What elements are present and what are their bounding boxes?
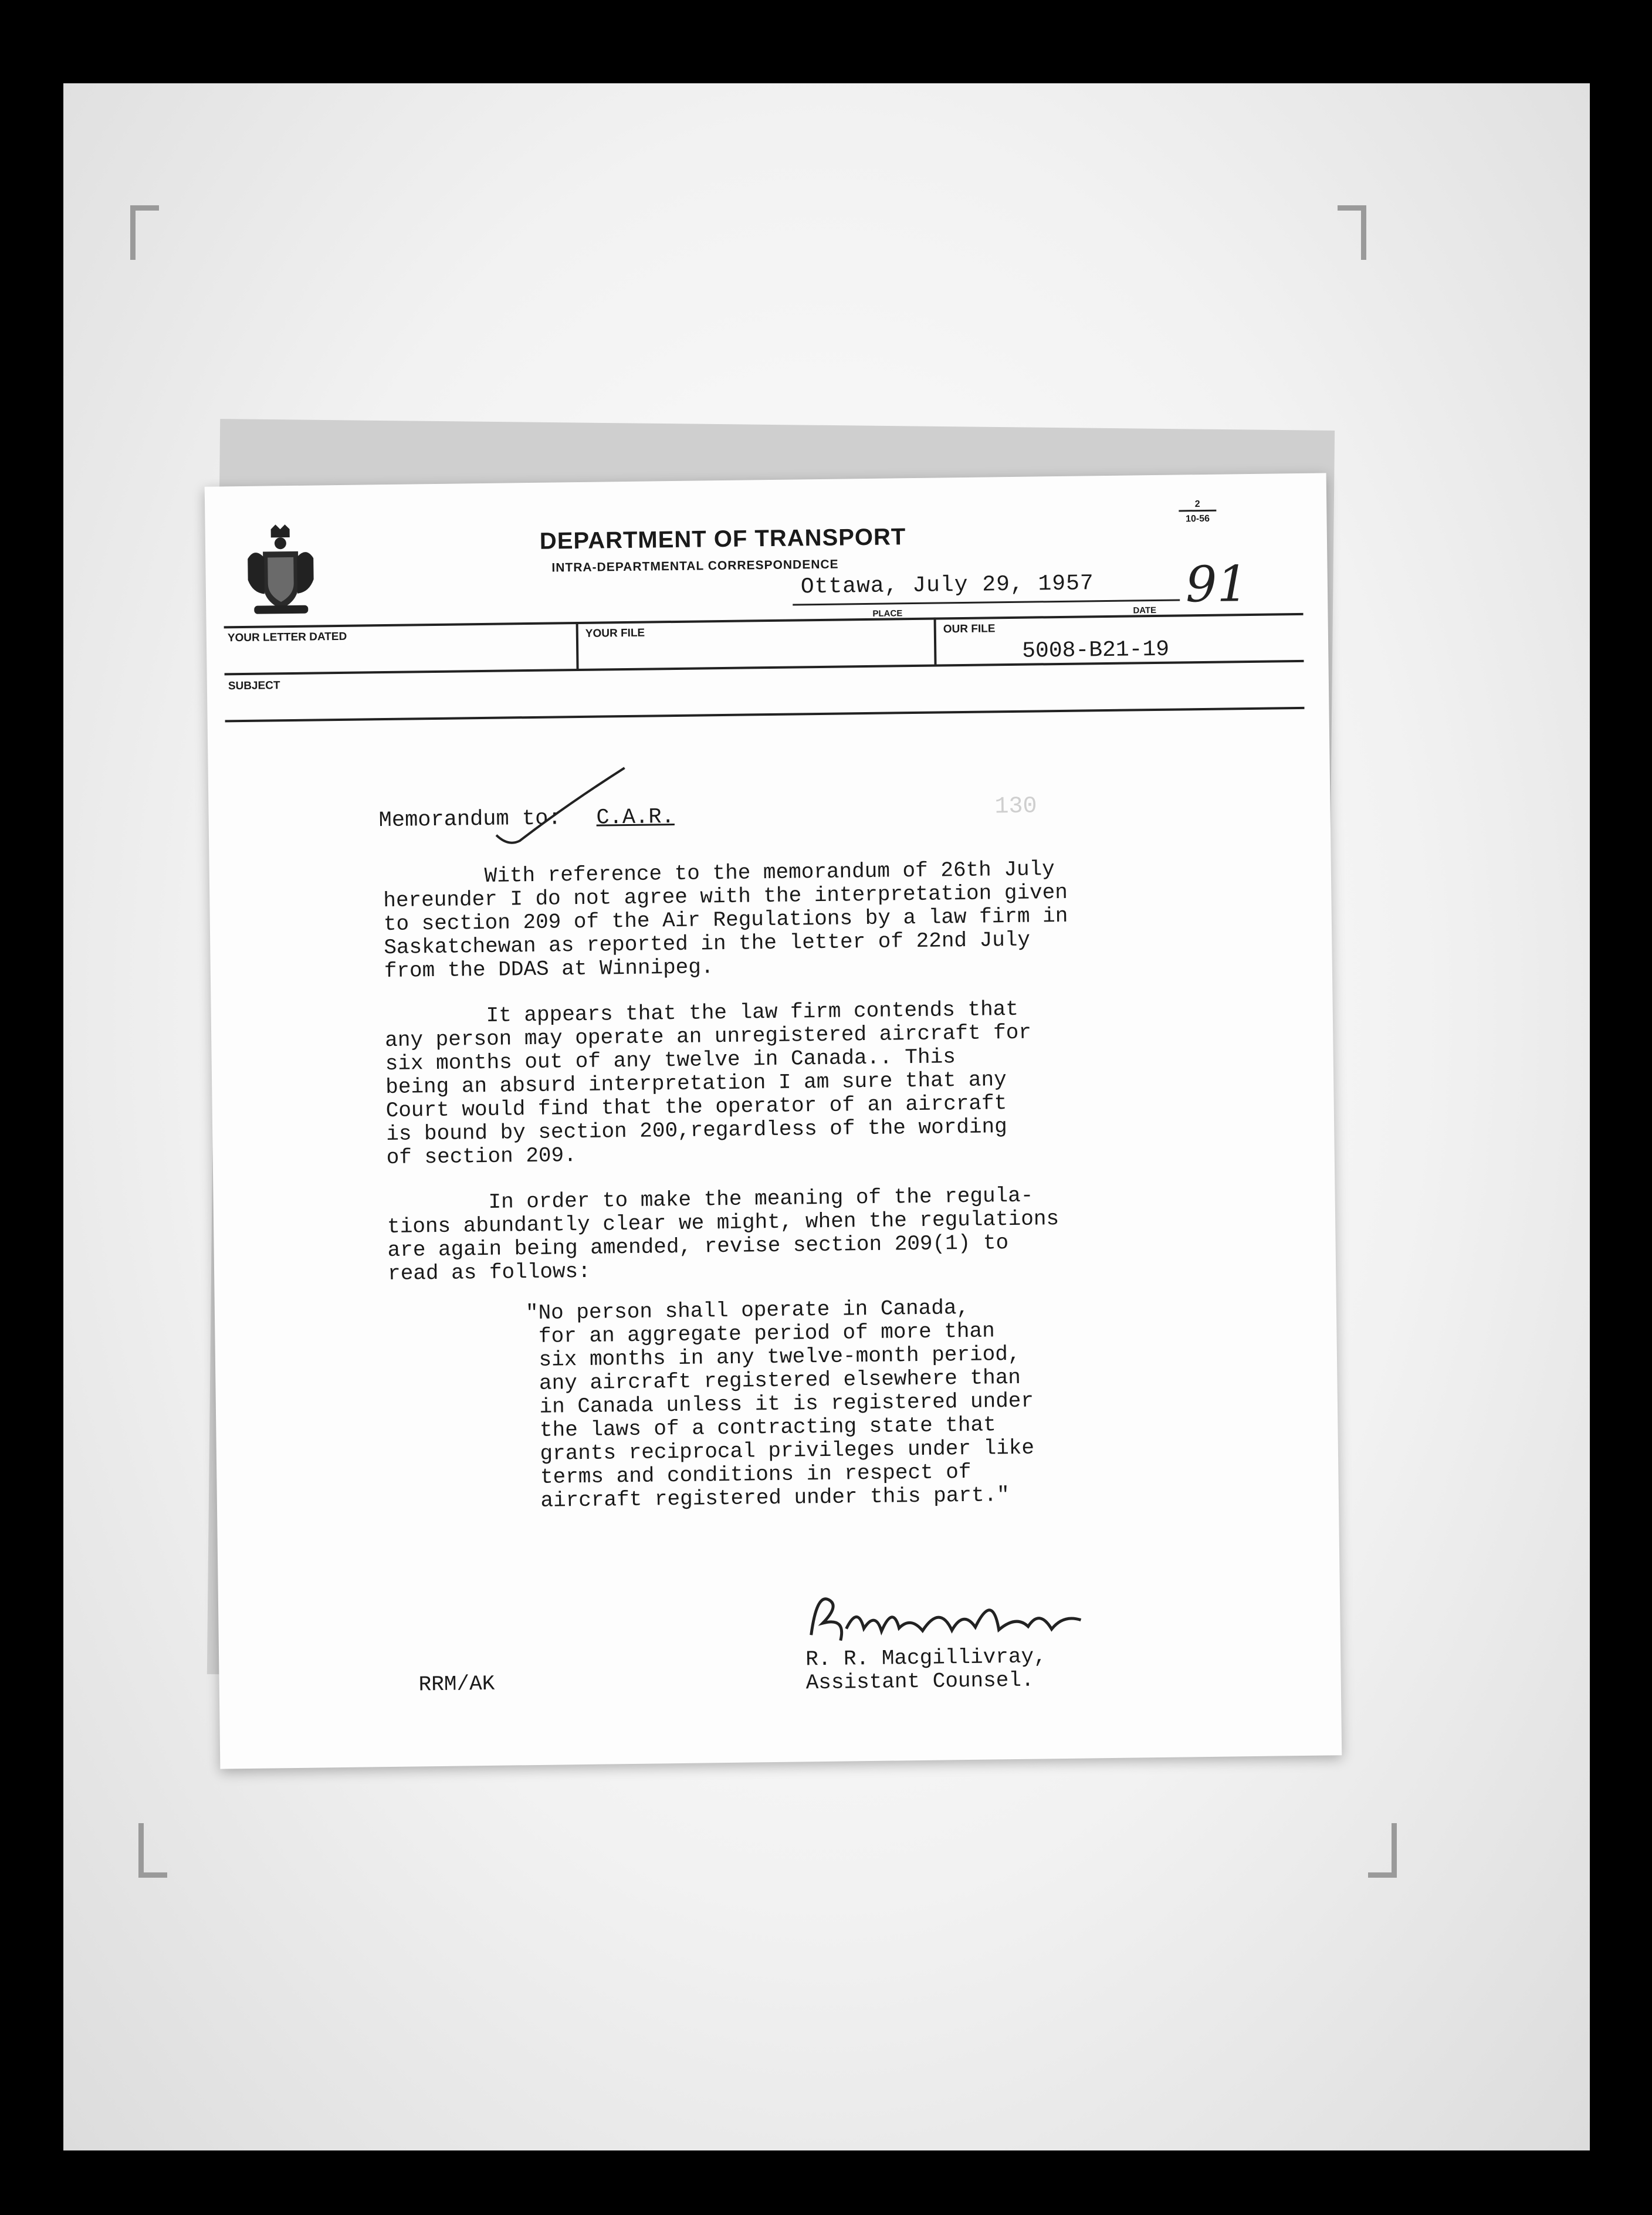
memorandum-to-label: Memorandum to: — [378, 806, 561, 834]
form-number-top: 2 — [1179, 499, 1216, 512]
coat-of-arms-icon — [241, 523, 320, 618]
date-label: DATE — [1133, 605, 1157, 616]
body-paragraph-1: With reference to the memorandum of 26th July hereunder I do not agree with the interpretation given to section 209 of the Air Regulations by a law firm in Saskatchewan as reported in the letter of 22nd July from the DDAS at Winnipeg. — [382, 857, 1068, 984]
our-file-value: 5008-B21-19 — [1021, 636, 1170, 664]
checkmark-icon — [484, 763, 638, 853]
crop-mark-top-right — [1338, 205, 1366, 260]
place-label: PLACE — [872, 608, 903, 619]
signatory-name: R. R. Macgillivray, — [805, 1644, 1047, 1672]
memo-document — [205, 473, 1342, 1769]
faint-stamp: 130 — [994, 793, 1037, 821]
place-date-rule — [793, 599, 1180, 605]
your-file-label: YOUR FILE — [585, 626, 645, 640]
form-divider-1 — [576, 622, 579, 669]
crop-mark-bottom-left — [138, 1823, 167, 1878]
subject-label: SUBJECT — [228, 679, 280, 693]
form-code: 10-56 — [1185, 513, 1210, 524]
body-paragraph-2: It appears that the law firm contends that any person may operate an unregistered aircraft for six months out of any twelve in Canada.. This being an absurd interpretation I am sure that any Court would find that the operator of an aircraft is bound by section 200,regardless of the wording of section 209. — [384, 997, 1032, 1170]
your-letter-dated-label: YOUR LETTER DATED — [227, 630, 347, 645]
form-rule-bottom — [225, 707, 1305, 722]
form-number — [1179, 499, 1217, 525]
crop-mark-bottom-right — [1368, 1823, 1397, 1878]
signatory-title: Assistant Counsel. — [805, 1668, 1034, 1695]
crop-mark-top-left — [130, 205, 159, 260]
reference-initials: RRM/AK — [418, 1671, 495, 1697]
our-file-label: OUR FILE — [943, 622, 996, 636]
handwritten-signature — [805, 1579, 1087, 1653]
signatory-block — [805, 1645, 1047, 1695]
department-title: DEPARTMENT OF TRANSPORT — [539, 524, 906, 554]
memo-recipient: C.A.R. — [596, 805, 675, 831]
regulation-quotation: "No person shall operate in Canada, for an aggregate period of more than six months in any twelve-month period, any aircraft registered elsewhere than in Canada unless it is registered under the laws of a contracting state that grants reciprocal privileges under like terms and conditions in respect of aircraft registered under this part." — [525, 1295, 1035, 1513]
handwritten-number: 91 — [1185, 555, 1249, 614]
form-divider-2 — [934, 618, 937, 665]
body-paragraph-3: In order to make the meaning of the regula- tions abundantly clear we might, when the regulations are again being amended, revise section 209(1) to read as follows: — [387, 1183, 1059, 1286]
place-date-value: Ottawa, July 29, 1957 — [800, 571, 1095, 600]
form-rule-top — [224, 613, 1304, 628]
department-subtitle: INTRA-DEPARTMENTAL CORRESPONDENCE — [551, 557, 839, 575]
